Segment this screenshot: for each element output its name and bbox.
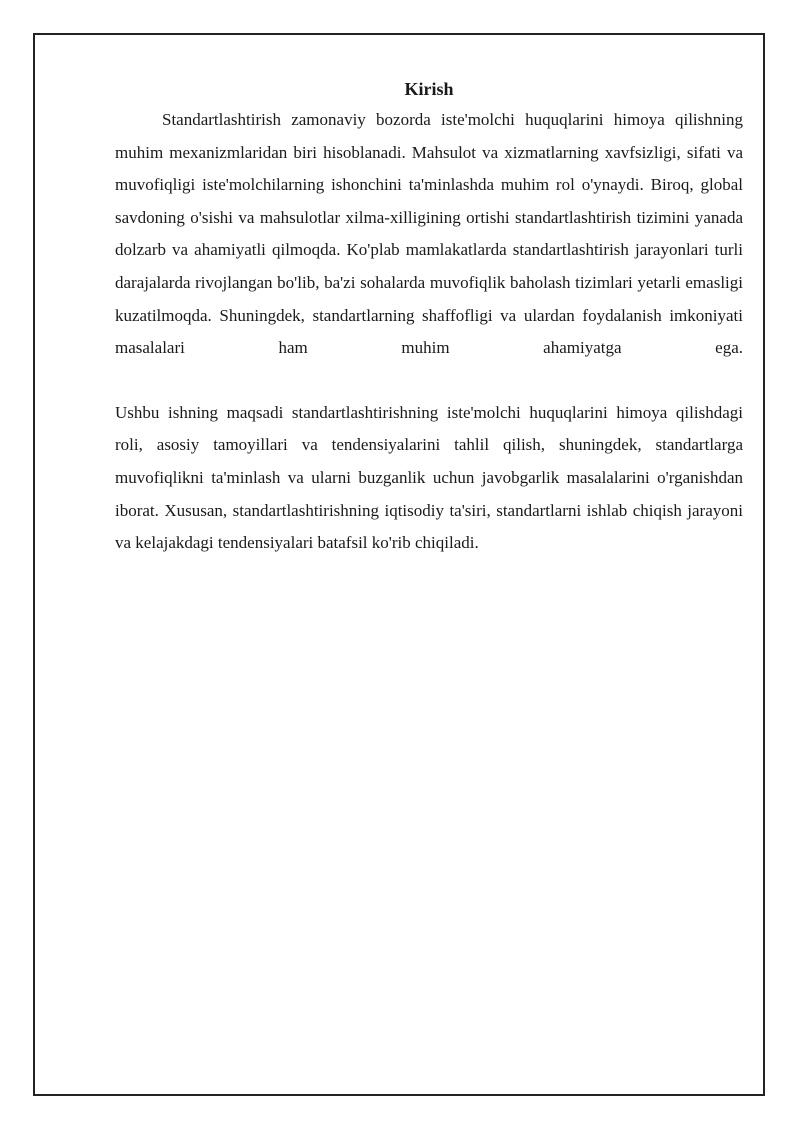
document-title: Kirish xyxy=(404,79,454,99)
paragraph-purpose: Ushbu ishning maqsadi standartlashtirishning iste'molchi huquqlarini himoya qilishdagi roli, asosiy tamoyillari va tendensiyalarini tahlil qilish, shuningdek, standartlarga muvofiqlikni ta'minlash va ularni buzganlik uchun javobgarlik masalalarini o'rganishdan iborat. Xususan, standartlashtirishning iqtisodiy ta'siri, standartlarni ishlab chiqish jarayoni va kelajakdagi tendensiyalari batafsil ko'rib chiqiladi. xyxy=(115,402,743,553)
document-body xyxy=(115,74,743,560)
paragraph-introduction: Standartlashtirish zamonaviy bozorda iste'molchi huquqlarini himoya qilishning muhim mexanizmlaridan biri hisoblanadi. Mahsulot va xizmatlarning xavfsizligi, sifati va muvofiqligi iste'molchilarning ishonchini ta'minlashda muhim rol o'ynaydi. Biroq, global savdoning o'sishi va mahsulotlar xilma-xilligining ortishi standartlashtirish tizimini yanada dolzarb va ahamiyatli qilmoqda. Ko'plab mamlakatlarda standartlashtirish jarayonlari turli darajalarda rivojlangan bo'lib, ba'zi sohalarda muvofiqlik baholash tizimlari yetarli emasligi kuzatilmoqda. Shuningdek, standartlarning shaffofligi va ulardan foydalanish imkoniyati masalalari ham muhim ahamiyatga ega. xyxy=(115,110,743,358)
